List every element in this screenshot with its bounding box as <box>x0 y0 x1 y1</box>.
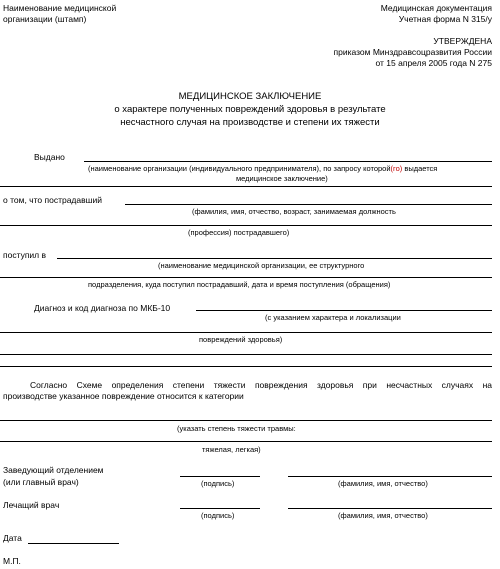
doctor-label: Лечащий врач <box>3 500 60 510</box>
diagnosis-line-4[interactable] <box>0 366 492 367</box>
head-name-line[interactable] <box>288 476 492 477</box>
document-subtitle-2: несчастного случая на производстве и степени их тяжести <box>120 117 380 128</box>
head-label: Заведующий отделением <box>3 465 104 475</box>
issued-hint: (наименование организации (индивидуального предпринимателя), по запросу которой(го) выдается <box>88 164 438 173</box>
diagnosis-line[interactable] <box>196 310 492 311</box>
diagnosis-hint-2: повреждений здоровья) <box>199 335 283 344</box>
head-signature-line[interactable] <box>180 476 260 477</box>
date-label: Дата <box>3 533 22 543</box>
victim-line-2[interactable] <box>0 225 492 226</box>
med-doc-label: Медицинская документация <box>380 3 492 13</box>
issued-label: Выдано <box>34 152 65 162</box>
victim-line[interactable] <box>125 204 492 205</box>
date-line[interactable] <box>28 543 119 544</box>
admitted-line-2[interactable] <box>0 277 492 278</box>
severity-hint: (указать степень тяжести травмы: <box>177 424 296 433</box>
admitted-label: поступил в <box>3 250 47 260</box>
issued-hint-2: медицинское заключение) <box>236 174 328 183</box>
scheme-paragraph-line-2: производстве указанное повреждение относится к категории <box>3 391 244 401</box>
head-signature-hint: (подпись) <box>201 479 235 488</box>
doctor-name-line[interactable] <box>288 508 492 509</box>
doctor-name-hint: (фамилия, имя, отчество) <box>338 511 428 520</box>
doctor-signature-hint: (подпись) <box>201 511 235 520</box>
diagnosis-label: Диагноз и код диагноза по МКБ-10 <box>34 303 171 313</box>
issued-line-2[interactable] <box>0 186 492 187</box>
diagnosis-hint: (с указанием характера и локализации <box>265 313 401 322</box>
stamp-label: М.П. <box>3 556 21 566</box>
head-label-2: (или главный врач) <box>3 477 79 487</box>
doctor-signature-line[interactable] <box>180 508 260 509</box>
severity-hint-2: тяжелая, легкая) <box>202 445 261 454</box>
admitted-line[interactable] <box>57 258 492 259</box>
approval-title: УТВЕРЖДЕНА <box>433 36 492 46</box>
document-subtitle-1: о характере полученных повреждений здоровья в результате <box>114 104 386 115</box>
victim-label: о том, что пострадавший <box>3 195 102 205</box>
diagnosis-line-3[interactable] <box>0 354 492 355</box>
form-number: Учетная форма N 315/у <box>398 14 492 24</box>
head-name-hint: (фамилия, имя, отчество) <box>338 479 428 488</box>
victim-hint-2: (профессия) пострадавшего) <box>188 228 290 237</box>
admitted-hint-2: подразделения, куда поступил пострадавший, дата и время поступления (обращения) <box>88 280 391 289</box>
severity-line-2[interactable] <box>0 441 492 442</box>
scheme-paragraph-line-1: Согласно Схеме определения степени тяжести повреждения здоровья при несчастных случаях на <box>30 380 492 390</box>
diagnosis-line-2[interactable] <box>0 332 492 333</box>
admitted-hint: (наименование медицинской организации, ее структурного <box>158 261 365 270</box>
severity-line[interactable] <box>0 420 492 421</box>
approval-order: приказом Минздравсоцразвития России <box>333 47 492 57</box>
org-name-label: Наименование медицинской <box>3 3 117 13</box>
approval-date: от 15 апреля 2005 года N 275 <box>375 58 492 68</box>
org-stamp-label: организации (штамп) <box>3 14 87 24</box>
victim-hint: (фамилия, имя, отчество, возраст, занимаемая должность <box>192 207 396 216</box>
issued-line[interactable] <box>84 161 492 162</box>
document-title: МЕДИЦИНСКОЕ ЗАКЛЮЧЕНИЕ <box>178 91 322 102</box>
